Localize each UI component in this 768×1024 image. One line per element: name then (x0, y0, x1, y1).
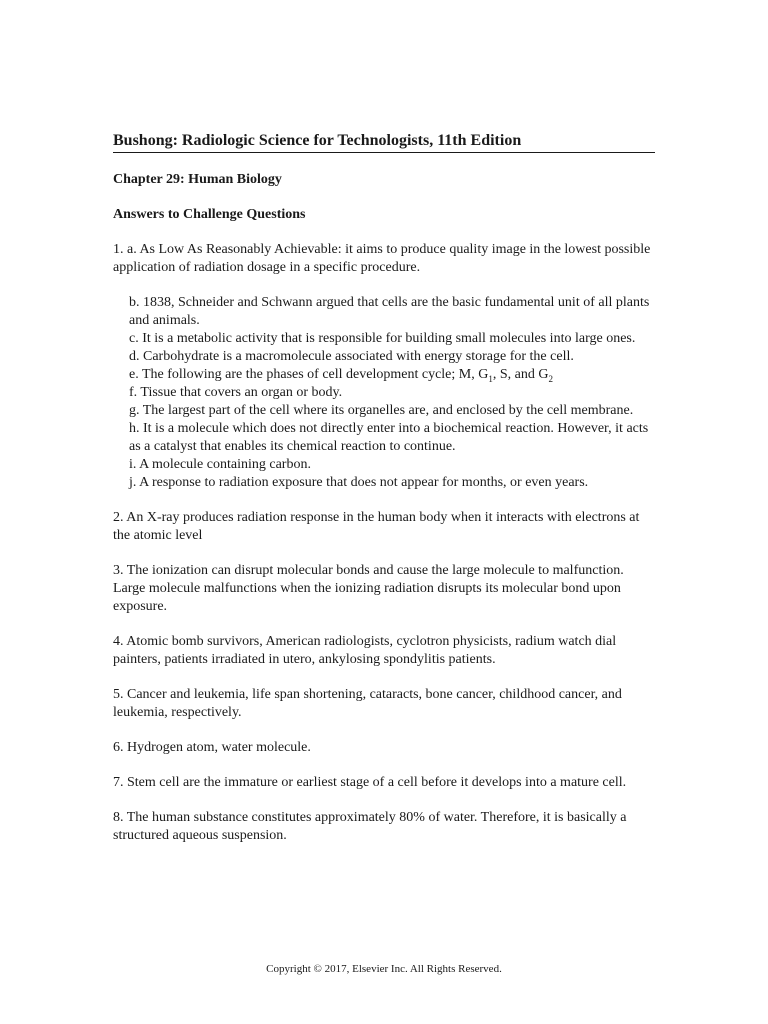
answer-1e-prefix: e. The following are the phases of cell development cycle; M, G (129, 367, 489, 382)
answer-1g: g. The largest part of the cell where its organelles are, and enclosed by the cell membrane. (129, 403, 634, 418)
copyright-footer: Copyright © 2017, Elsevier Inc. All Rights Reserved. (266, 963, 502, 975)
answer-1c: c. It is a metabolic activity that is responsible for building small molecules into large ones. (129, 331, 636, 346)
answer-1a: 1. a. As Low As Reasonably Achievable: it aims to produce quality image in the lowest possible application of radiation dosage in a specific procedure. (113, 242, 651, 275)
answer-2: 2. An X-ray produces radiation response in the human body when it interacts with electrons at the atomic level (113, 510, 640, 543)
answer-7: 7. Stem cell are the immature or earliest stage of a cell before it develops into a mature cell. (113, 775, 627, 790)
answer-4: 4. Atomic bomb survivors, American radiologists, cyclotron physicists, radium watch dial painters, patients irradiated in utero, ankylosing spondylitis patients. (113, 634, 617, 667)
answer-1e-g1-subscript: 1 (488, 373, 493, 384)
answer-3-line-1: 3. The ionization can disrupt molecular bonds and cause the large molecule to malfunction. (113, 563, 624, 578)
answer-5: 5. Cancer and leukemia, life span shortening, cataracts, bone cancer, childhood cancer, and leukemia, respectively. (113, 687, 622, 720)
answer-1j: j. A response to radiation exposure that does not appear for months, or even years. (129, 475, 589, 490)
answer-1e-g2-subscript: 2 (548, 373, 553, 384)
answer-1i: i. A molecule containing carbon. (129, 457, 311, 472)
answer-1b: b. 1838, Schneider and Schwann argued that cells are the basic fundamental unit of all plants and animals. (129, 295, 650, 328)
answer-3-line-2: Large molecule malfunctions when the ionizing radiation disrupts its molecular bond upon exposure. (113, 581, 621, 614)
chapter-heading: Chapter 29: Human Biology (113, 172, 282, 187)
answer-1h: h. It is a molecule which does not directly enter into a biochemical reaction. However, it acts as a catalyst that enables its chemical reaction to continue. (129, 421, 649, 454)
answer-6: 6. Hydrogen atom, water molecule. (113, 740, 311, 755)
section-heading: Answers to Challenge Questions (113, 207, 306, 222)
answer-1d: d. Carbohydrate is a macromolecule associated with energy storage for the cell. (129, 349, 574, 364)
answers-body (113, 241, 658, 845)
answer-3 (113, 562, 658, 616)
answer-1f: f. Tissue that covers an organ or body. (129, 385, 343, 400)
answer-8: 8. The human substance constitutes approximately 80% of water. Therefore, it is basically a structured aqueous suspension. (113, 810, 627, 843)
answer-1e-middle: , S, and G (492, 367, 549, 382)
answer-1-sublist (129, 294, 658, 492)
document-page (113, 0, 655, 1024)
document-title: Bushong: Radiologic Science for Technologists, 11th Edition (113, 131, 655, 153)
answer-1e (129, 366, 658, 384)
